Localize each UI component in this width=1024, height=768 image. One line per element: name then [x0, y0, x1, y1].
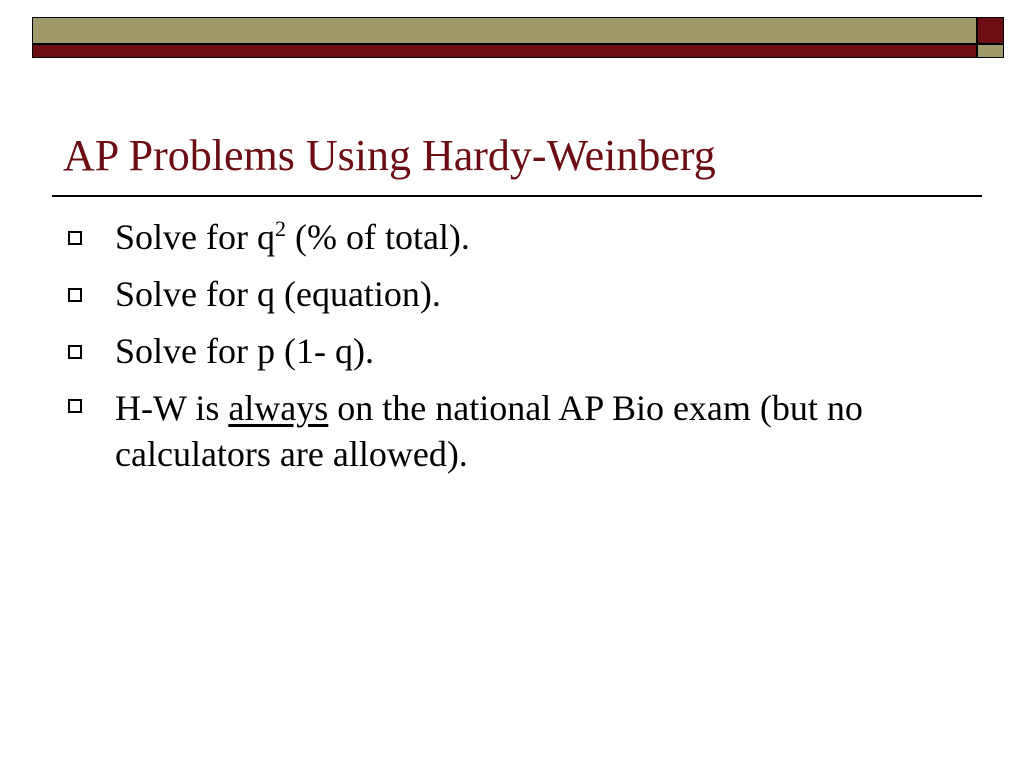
header-maroon-square [977, 17, 1004, 44]
hollow-square-bullet-icon [68, 288, 82, 302]
hollow-square-bullet-icon [68, 345, 82, 359]
bullet-text-part: H-W is [115, 388, 229, 428]
bullet-list [60, 212, 960, 483]
bullet-text: Solve for p (1- q). [115, 331, 374, 371]
bullet-text-part: Solve for q [115, 217, 275, 257]
slide-title: AP Problems Using Hardy-Weinberg [63, 131, 716, 180]
underlined-emphasis: always [228, 388, 329, 428]
bullet-text-part: (% of total). [285, 217, 470, 257]
header-olive-bar [32, 17, 977, 44]
bullet-item-solve-q-squared [60, 212, 960, 263]
hollow-square-bullet-icon [68, 231, 82, 245]
header-maroon-bar [32, 44, 977, 58]
header-olive-square [977, 44, 1004, 58]
bullet-item-solve-p [60, 326, 960, 377]
title-divider [52, 195, 982, 197]
hollow-square-bullet-icon [68, 399, 82, 413]
bullet-text-part: on the national AP Bio exam (but no calculators are allowed). [115, 388, 863, 474]
bullet-text: Solve for q (equation). [115, 274, 441, 314]
bullet-item-hw-exam [60, 383, 960, 477]
superscript-exponent: 2 [274, 216, 286, 241]
bullet-item-solve-q [60, 269, 960, 320]
